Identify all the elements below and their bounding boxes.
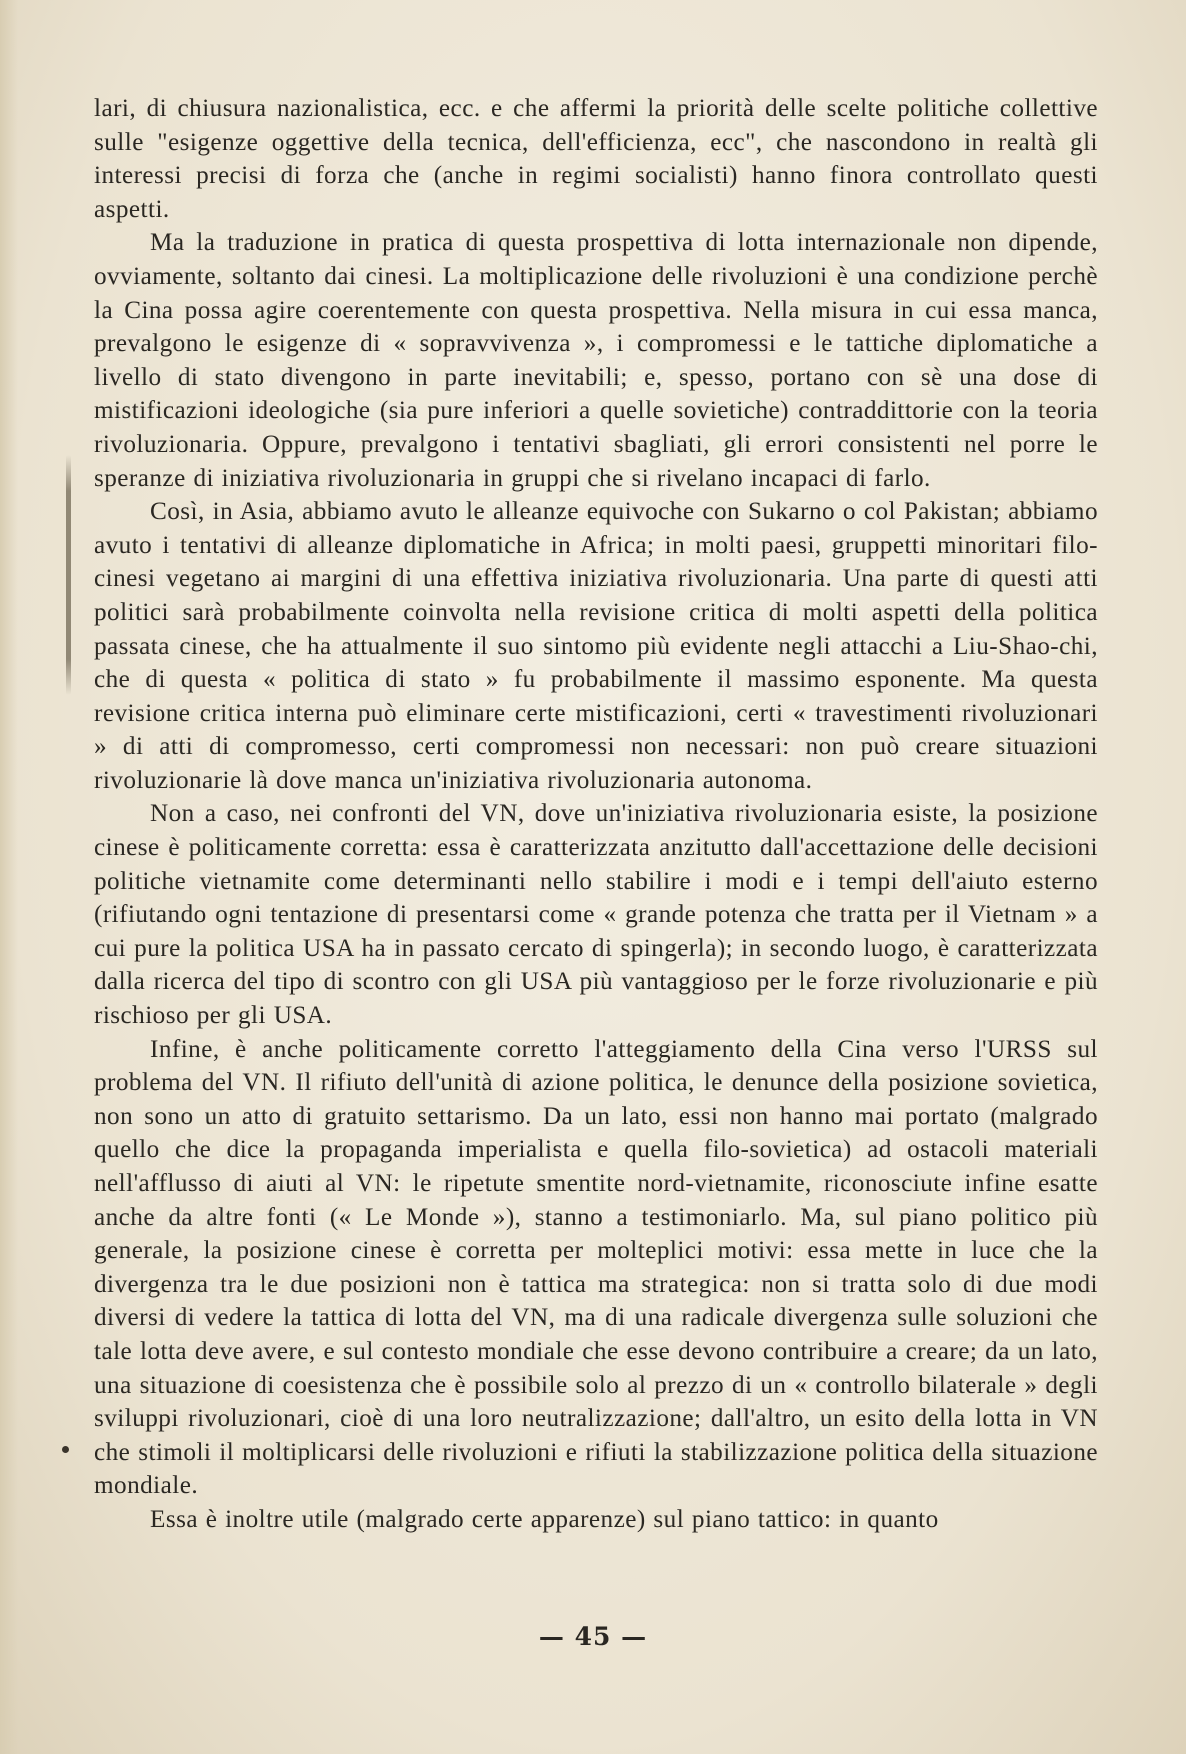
margin-dot — [62, 1446, 69, 1453]
paragraph-5: Infine, è anche politicamente corretto l'atteggiamento della Cina verso l'URSS sul problema del VN. Il rifiuto dell'unità di azione politica, le denunce della posizione sovietica, non sono un atto di gratuito settarismo. Da un lato, essi non hanno mai portato (malgrado quello che dice la propaganda imperialista e quella filo-sovietica) ad ostacoli materiali nell'afflusso di aiuti al VN: le ripetute smentite nord-vietnamite, riconosciute infine esatte anche da altre fonti (« Le Monde »), stanno a testimoniarlo. Ma, sul piano politico più generale, la posizione cinese è corretta per molteplici motivi: essa mette in luce che la divergenza tra le due posizioni non è tattica ma strategica: non si tratta solo di due modi diversi di vedere la tattica di lotta del VN, ma di una radicale divergenza sulle soluzioni che tale lotta deve avere, e sul contesto mondiale che esse devono contribuire a creare; da un lato, una situazione di coesistenza che è possibile solo al prezzo di un « controllo bilaterale » degli sviluppi rivoluzionari, cioè di una loro neutralizzazione; dall'altro, un esito della lotta in VN che stimoli il moltiplicarsi delle rivoluzioni e rifiuti la stabilizzazione politica della situazione mondiale. — [94, 1035, 1098, 1500]
page-edge-shadow — [0, 0, 18, 1754]
binding-mark — [66, 455, 71, 695]
paragraph-4: Non a caso, nei confronti del VN, dove un'iniziativa rivoluzionaria esiste, la posizione cinese è politicamente corretta: essa è caratterizzata anzitutto dall'accettazione delle decisioni politiche vietnamite come determinanti nello stabilire i modi e i tempi dell'aiuto esterno (rifiutando ogni tentazione di presentarsi come « grande potenza che tratta per il Vietnam » a cui pure la politica USA ha in passato cercato di spingerla); in secondo luogo, è caratterizzata dalla ricerca del tipo di scontro con gli USA più vantaggioso per le forze rivoluzionarie e più rischioso per gli USA. — [94, 800, 1098, 1030]
page-number: — 45 — — [538, 1622, 648, 1651]
paragraph-3: Così, in Asia, abbiamo avuto le alleanze equivoche con Sukarno o col Pakistan; abbiamo avuto i tentativi di alleanze diplomatiche in Africa; in molti paesi, gruppetti minoritari filo-cinesi vegetano ai margini di una effettiva iniziativa rivoluzionaria. Una parte di questi atti politici sarà probabilmente coinvolta nella revisione critica di molti aspetti della politica passata cinese, che ha attualmente il suo sintomo più evidente negli attacchi a Liu-Shao-chi, che di questa « politica di stato » fu probabilmente il massimo esponente. Ma questa revisione critica interna può eliminare certe mistificazioni, certi « travestimenti rivoluzionari » di atti di compromesso, certi compromessi non necessari: non può creare situazioni rivoluzionarie là dove manca un'iniziativa rivoluzionaria autonoma. — [94, 498, 1098, 794]
paragraph-2: Ma la traduzione in pratica di questa prospettiva di lotta internazionale non dipende, ovviamente, soltanto dai cinesi. La moltiplicazione delle rivoluzioni è una condizione perchè la Cina possa agire coerentemente con questa prospettiva. Nella misura in cui essa manca, prevalgono le esigenze di « sopravvivenza », i compromessi e le tattiche diplomatiche a livello di stato divengono in parte inevitabili; e, spesso, portano con sè una dose di mistificazioni ideologiche (sia pure inferiori a quelle sovietiche) contraddittorie con la teoria rivoluzionaria. Oppure, prevalgono i tentativi sbagliati, gli errori consistenti nel porre le speranze di iniziativa rivoluzionaria in gruppi che si rivelano incapaci di farlo. — [94, 229, 1098, 492]
paragraph-6: Essa è inoltre utile (malgrado certe apparenze) sul piano tattico: in quanto — [150, 1505, 939, 1533]
body-text — [94, 92, 1098, 1537]
paragraph-1: lari, di chiusura nazionalistica, ecc. e che affermi la priorità delle scelte politiche collettive sulle "esigenze oggettive della tecnica, dell'efficienza, ecc", che nascondono in realtà gli interessi precisi di forza che (anche in regimi socialisti) hanno finora controllato questi aspetti. — [94, 95, 1098, 223]
